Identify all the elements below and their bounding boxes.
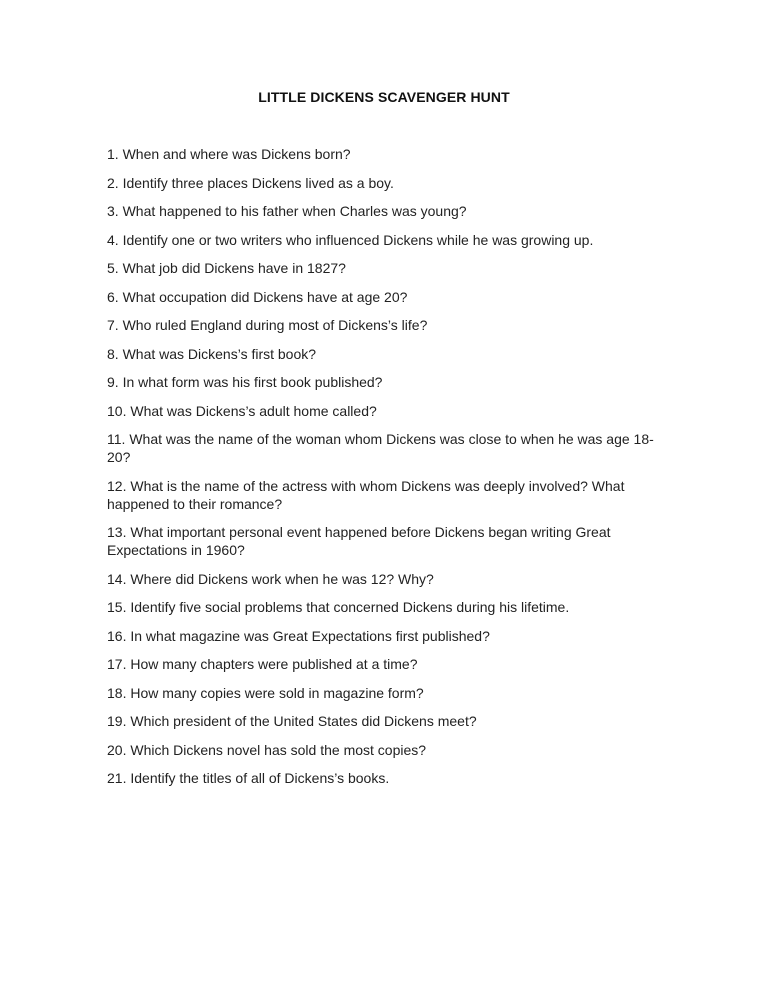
question-item: 15. Identify five social problems that concerned Dickens during his lifetime. — [107, 599, 570, 615]
question-item: 17. How many chapters were published at a time? — [107, 656, 418, 672]
question-item: 21. Identify the titles of all of Dickens’s books. — [107, 770, 390, 786]
question-item: 9. In what form was his first book published? — [107, 374, 383, 390]
question-item: 4. Identify one or two writers who influenced Dickens while he was growing up. — [107, 231, 594, 248]
question-item: 2. Identify three places Dickens lived as a boy. — [107, 174, 394, 191]
question-item: 20. Which Dickens novel has sold the most copies? — [107, 741, 427, 758]
question-item: 10. What was Dickens’s adult home called? — [107, 402, 377, 419]
question-item: 19. Which president of the United States did Dickens meet? — [107, 713, 477, 729]
question-item: 6. What occupation did Dickens have at age 20? — [107, 288, 408, 305]
question-item: 18. How many copies were sold in magazine form? — [107, 684, 424, 701]
question-list — [107, 145, 667, 798]
question-item: 1. When and where was Dickens born? — [107, 146, 351, 162]
question-item: 7. Who ruled England during most of Dickens’s life? — [107, 317, 428, 333]
question-item: 12. What is the name of the actress with whom Dickens was deeply involved? What happened to their romance? — [107, 477, 625, 512]
question-item: 3. What happened to his father when Charles was young? — [107, 203, 467, 219]
question-item: 16. In what magazine was Great Expectations first published? — [107, 627, 490, 644]
question-item: 11. What was the name of the woman whom Dickens was close to when he was age 18-20? — [107, 431, 654, 465]
document-title: LITTLE DICKENS SCAVENGER HUNT — [258, 89, 510, 105]
question-item: 14. Where did Dickens work when he was 12? Why? — [107, 570, 434, 587]
question-item: 8. What was Dickens’s first book? — [107, 345, 317, 362]
question-item: 5. What job did Dickens have in 1827? — [107, 260, 346, 276]
question-item: 13. What important personal event happened before Dickens began writing Great Expectations in 1960? — [107, 524, 611, 558]
